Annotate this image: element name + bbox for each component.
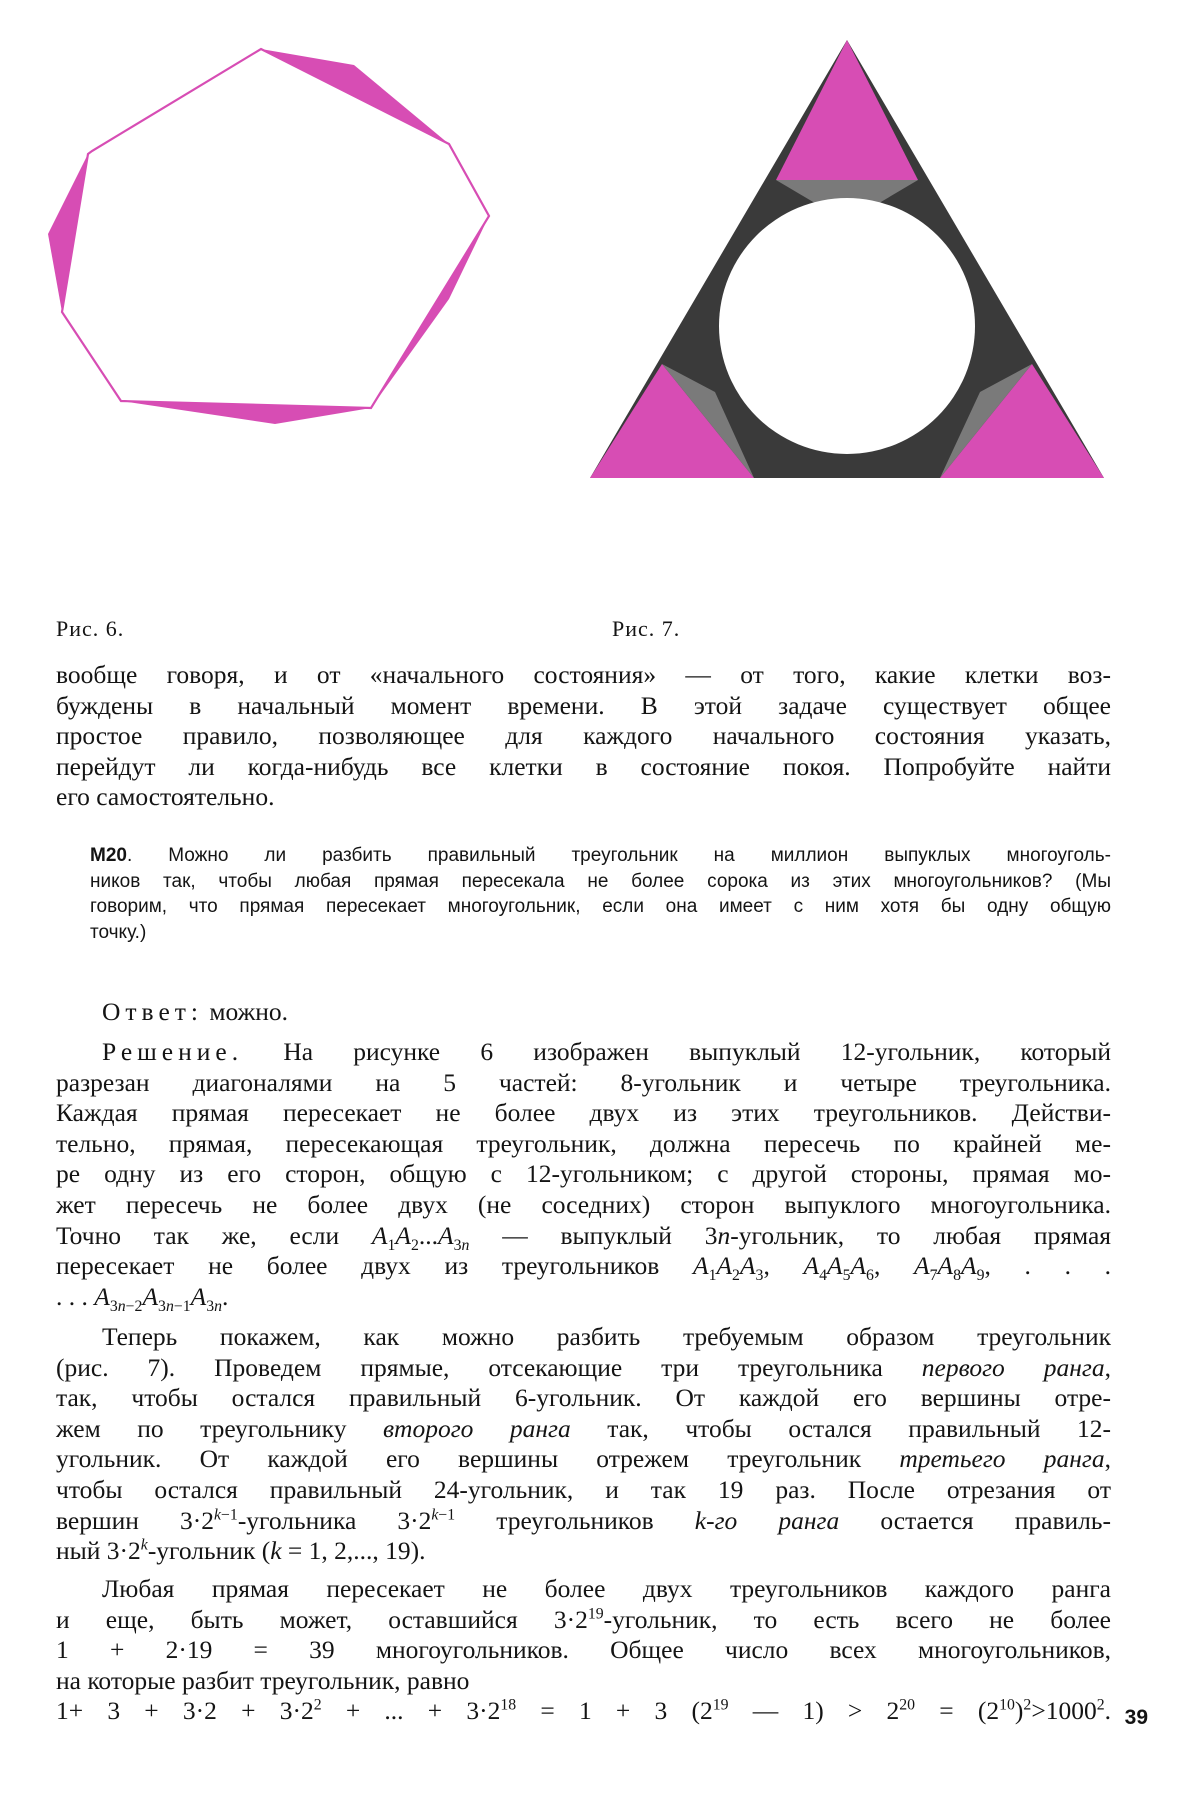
partition-paragraph bbox=[56, 1322, 1111, 1567]
text-line: его самостоятельно. bbox=[56, 782, 275, 812]
text-line: так, чтобы остался правильный 6-угольник. От каждой его вершины отре- bbox=[56, 1383, 1111, 1413]
text-line: и еще, быть может, оставшийся $3\cdot 2^{19}$-угольник, то есть всего не более bbox=[56, 1604, 1111, 1634]
page-number: 39 bbox=[1124, 1706, 1148, 1729]
text-line: пересекает не более двух из треугольников $A_1A_2A_3$, $A_4A_5A_6$, $A_7A_8A_9$, . . . bbox=[56, 1251, 1112, 1285]
text-line: вообще говоря, и от «начального состояния» — от того, какие клетки воз- bbox=[56, 660, 1111, 689]
answer bbox=[102, 997, 1102, 1028]
text-line: ный $3\cdot 2^k$-угольник (k = 1, 2,..., 19). bbox=[56, 1536, 426, 1566]
formula-line: $1+ 3 + 3\cdot 2 + 3\cdot 2^2$ + ... + $3\cdot 2^{18} = 1 + 3$ ($2^{19}$ — $1) > 2^{20} = (2^{10})^2>1000^2$. bbox=[56, 1696, 1111, 1726]
solution-paragraph bbox=[56, 1037, 1112, 1315]
text-line: чтобы остался правильный 24-угольник, и так 19 раз. После отрезания от bbox=[56, 1474, 1111, 1504]
figure-6-dodecagon bbox=[40, 40, 570, 500]
problem-text: . Можно ли разбить правильный треугольник на миллион выпуклых многоуголь- bbox=[126, 845, 1111, 866]
text-line: ре одну из его сторон, общую с 12-угольником; с другой стороны, прямая мо- bbox=[56, 1159, 1111, 1189]
text-line: простое правило, позволяющее для каждого начального состояния указать, bbox=[56, 721, 1111, 751]
text-line: угольник. От каждой его вершины отрежем треугольник третьего ранга, bbox=[56, 1444, 1111, 1474]
problem-m20 bbox=[90, 843, 1111, 945]
text-line: Теперь покажем, как можно разбить требуемым образом треугольник bbox=[102, 1322, 1111, 1351]
text-line: вершин $3\cdot 2^{k-1}$-угольника $3\cdot 2^{k-1}$ треугольников k-го ранга остается правиль- bbox=[56, 1505, 1112, 1535]
text-line: перейдут ли когда-нибудь все клетки в состояние покоя. Попробуйте найти bbox=[56, 751, 1111, 781]
figure-7-caption: Рис. 7. bbox=[612, 616, 681, 641]
text-line: жем по треугольнику второго ранга так, чтобы остался правильный 12- bbox=[56, 1413, 1111, 1443]
fig6-triangle-left bbox=[48, 154, 88, 312]
figure-7-triangle bbox=[580, 32, 1120, 492]
text-line: . . . $A_{3n-2}A_{3n-1}A_{3n}$. bbox=[56, 1281, 229, 1315]
solution-label: Решение. bbox=[102, 1037, 244, 1066]
intro-paragraph bbox=[56, 660, 1111, 813]
problem-line: точку.) bbox=[90, 921, 147, 943]
fig7-rank1-triangle-top bbox=[776, 40, 918, 180]
text-line: Каждая прямая пересекает не более двух из этих треугольников. Действи- bbox=[56, 1098, 1111, 1128]
figure-6-caption: Рис. 6. bbox=[56, 616, 125, 641]
fig6-octagon bbox=[62, 49, 489, 408]
text-line: (рис. 7). Проведем прямые, отсекающие три треугольника первого ранга, bbox=[56, 1352, 1111, 1382]
text-line: разрезан диагоналями на 5 частей: 8-угольник и четыре треугольника. bbox=[56, 1067, 1111, 1097]
fig7-inner-circle bbox=[719, 198, 975, 454]
answer-label: Ответ: bbox=[102, 997, 203, 1026]
solution-text: На рисунке 6 изображен выпуклый 12-угольник, который bbox=[243, 1037, 1111, 1066]
count-paragraph bbox=[56, 1574, 1111, 1727]
text-line: жет пересечь не более двух (не соседних) сторон выпуклого многоугольника. bbox=[56, 1189, 1111, 1219]
text-line: буждены в начальный момент времени. В этой задаче существует общее bbox=[56, 690, 1111, 720]
text-line: Любая прямая пересекает не более двух треугольников каждого ранга bbox=[102, 1574, 1111, 1603]
problem-id: М20 bbox=[90, 845, 127, 866]
problem-line: говорим, что прямая пересекает многоугольник, если она имеет с ним хотя бы одну общую bbox=[90, 896, 1111, 917]
text-line: Точно так же, если $A_1A_2...A_{3n}$ — выпуклый 3n-угольник, то любая прямая bbox=[56, 1220, 1111, 1254]
text-line: тельно, прямая, пересекающая треугольник, должна пересечь по крайней ме- bbox=[56, 1128, 1111, 1158]
problem-line: ников так, чтобы любая прямая пересекала не более сорока из этих многоугольников? (Мы bbox=[90, 870, 1111, 892]
text-line: 1 + 2·19 = 39 многоугольников. Общее число всех многоугольников, bbox=[56, 1635, 1111, 1665]
text-line: на которые разбит треугольник, равно bbox=[56, 1665, 470, 1695]
answer-text: можно. bbox=[203, 997, 289, 1026]
